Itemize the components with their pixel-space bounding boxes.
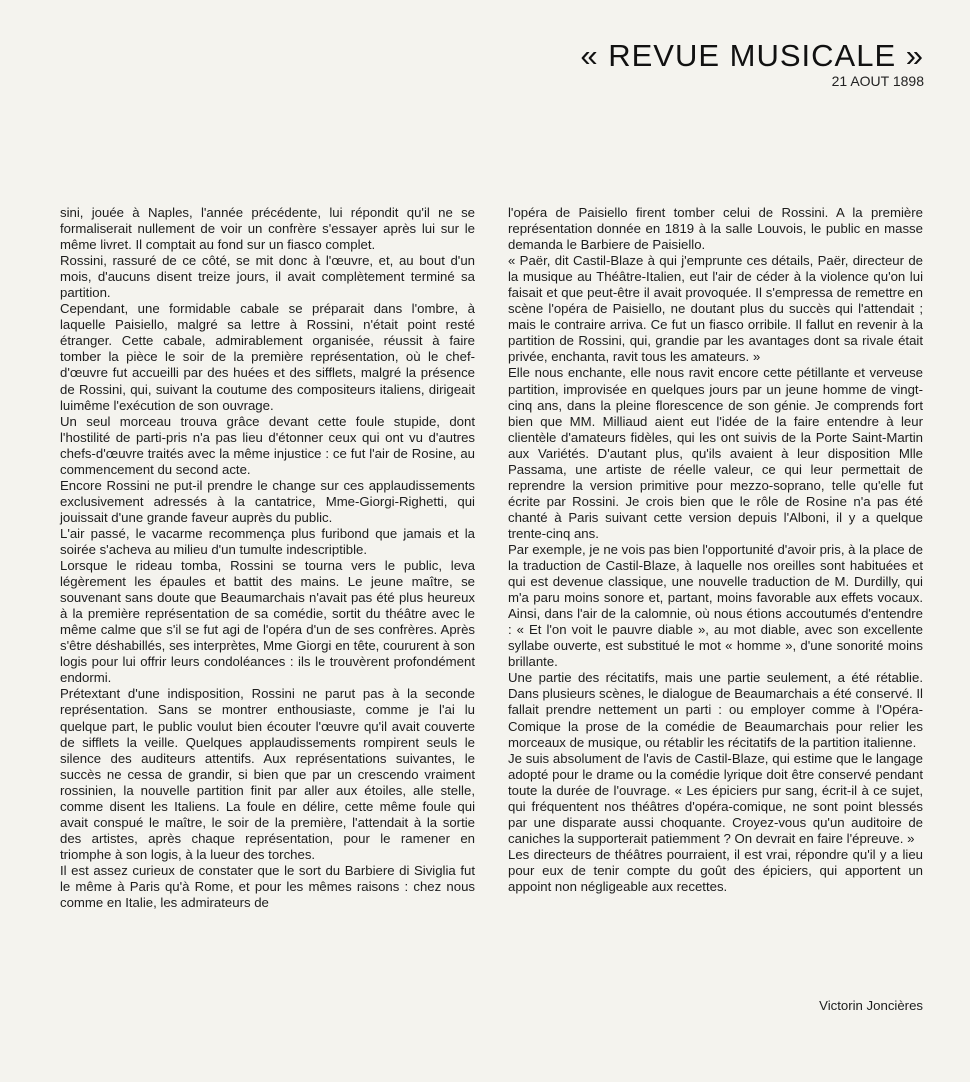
paragraph: Encore Rossini ne put-il prendre le change sur ces applaudissements exclusivement adressés à la cantatrice, Mme-Giorgi-Righetti, qui jouissait d'une grande faveur auprès du public. xyxy=(60,477,475,525)
page-title: « REVUE MUSICALE » xyxy=(580,38,924,73)
paragraph: Cependant, une formidable cabale se préparait dans l'ombre, à laquelle Paisiello, malgré sa lettre à Rossini, n'était point resté étranger. Cette cabale, admirablement organisée, réussit à faire tomber la pièce le soir de la première représentation, où le chef-d'œuvre fut accueilli par des huées et des sifflets, malgré la présence de Rossini, qui, suivant la coutume des compositeurs italiens, dirigeait luimême l'exécution de son ouvrage. xyxy=(60,301,475,413)
paragraph: Rossini, rassuré de ce côté, se mit donc à l'œuvre, et, au bout d'un mois, d'aucuns disent treize jours, il avait complètement terminé sa partition. xyxy=(60,253,475,301)
paragraph: L'air passé, le vacarme recommença plus furibond que jamais et la soirée s'acheva au milieu d'un tumulte indescriptible. xyxy=(60,525,475,557)
paragraph: Lorsque le rideau tomba, Rossini se tourna vers le public, leva légèrement les épaules et battit des mains. Le jeune maître, se souvenant sans doute que Beaumarchais n'avait pas été plus heureux à la première représentation de sa comédie, sortit du théâtre avec le même calme que s'il se fut agi de l'opéra d'un de ses confrères. Après s'être déshabillés, ses interprètes, Mme Giorgi en tête, coururent à son logis pour lui offrir leurs condoléances : ils le trouvèrent profondément endormi. xyxy=(60,558,475,686)
article-header xyxy=(580,38,924,89)
paragraph: Elle nous enchante, elle nous ravit encore cette pétillante et verveuse partition, improvisée en quelques jours par un jeune homme de vingt-cinq ans, dans la pleine florescence de son génie. Je comprends fort bien que MM. Milliaud aient eut l'idée de la faire entendre à leur clientèle d'amateurs fidèles, qui les ont suivis de la Porte Saint-Martin aux Variétés. D'autant plus, qu'ils avaient à leur disposition Mlle Passama, une artiste de réelle valeur, ce qui leur permettait de reprendre la version primitive pour mezzo-soprano, telle qu'elle fut écrite par Rossini. Je crois bien que le rôle de Rosine n'a pas été chanté à Paris suivant cette version depuis l'Alboni, il y a quelque trente-cinq ans. xyxy=(508,365,923,541)
paragraph: sini, jouée à Naples, l'année précédente, lui répondit qu'il ne se formaliserait nullement de voir un confrère s'essayer après lui sur le même livret. Il comptait au fond sur un fiasco complet. xyxy=(60,205,475,253)
paragraph: Prétextant d'une indisposition, Rossini ne parut pas à la seconde représentation. Sans se montrer enthousiaste, comme je l'ai lu quelque part, le public voulut bien écouter l'œuvre qu'il avait couverte de sifflets la veille. Quelques applaudissements rompirent seuls le silence des auditeurs attentifs. Aux représentations suivantes, le succès ne cessa de grandir, si bien que par un crescendo vraiment rossinien, la nouvelle partition finit par aller aux étoiles, alle stelle, comme disent les Italiens. La foule en délire, cette même foule qui avait conspué le maître, le soir de la première, l'attendait à la sortie des artistes, après chaque représentation, pour le ramener en triomphe à son logis, à la lueur des torches. xyxy=(60,686,475,862)
right-column xyxy=(508,205,923,895)
paragraph: « Paër, dit Castil-Blaze à qui j'emprunte ces détails, Paër, directeur de la musique au Théâtre-Italien, eut l'air de céder à la violence qu'on lui faisait et que peut-être il avait provoquée. Il s'empressa de remettre en scène l'opéra de Paisiello, ne doutant plus du succès qui l'attendait ; mais le contraire arriva. Ce fut un fiasco orribile. Il fallut en revenir à la partition de Rossini, qui, grandie par les avantages dont sa rivale était privée, enchanta, ravit tous les amateurs. » xyxy=(508,253,923,365)
paragraph: l'opéra de Paisiello firent tomber celui de Rossini. A la première représentation donnée en 1819 à la salle Louvois, le public en masse demanda le Barbiere de Paisiello. xyxy=(508,205,923,253)
paragraph: Par exemple, je ne vois pas bien l'opportunité d'avoir pris, à la place de la traduction de Castil-Blaze, à laquelle nos oreilles sont habituées et qui est devenue classique, une nouvelle traduction de M. Durdilly, qui m'a paru moins sonore et, partant, moins favorable aux effets vocaux. Ainsi, dans l'air de la calomnie, où nous étions accoutumés d'entendre : « Et l'on voit le pauvre diable », au mot diable, avec son excellente syllabe ouverte, est substitué le mot « homme », d'une sonorité moins brillante. xyxy=(508,541,923,670)
issue-date: 21 AOUT 1898 xyxy=(831,73,924,89)
paragraph: Il est assez curieux de constater que le sort du Barbiere di Siviglia fut le même à Paris qu'à Rome, et pour les mêmes raisons : chez nous comme en Italie, les admirateurs de xyxy=(60,862,475,911)
paragraph: Je suis absolument de l'avis de Castil-Blaze, qui estime que le langage adopté pour le drame ou la comédie lyrique doit être conservé pendant toute la durée de l'ouvrage. « Les épiciers pur sang, écrit-il à ce sujet, qui fréquentent nos théâtres d'opéra-comique, ne sont point blessés par une disparate aussi choquante. Croyez-vous qu'un auditoire de caniches la supporterait patiemment ? On devrait en faire l'épreuve. » xyxy=(508,750,923,846)
paragraph: Les directeurs de théâtres pourraient, il est vrai, répondre qu'il y a lieu pour eux de tenir compte du goût des épiciers, qui apportent un appoint non négligeable aux recettes. xyxy=(508,846,923,894)
author-signature: Victorin Joncières xyxy=(819,998,923,1013)
paragraph: Une partie des récitatifs, mais une partie seulement, a été rétablie. Dans plusieurs scènes, le dialogue de Beaumarchais a été conservé. Il fallait prendre nettement un parti : ou employer comme à l'Opéra-Comique la prose de la comédie de Beaumarchais pour relier les morceaux de musique, ou rétablir les récitatifs de la partition italienne. xyxy=(508,670,923,750)
paragraph: Un seul morceau trouva grâce devant cette foule stupide, dont l'hostilité de parti-pris n'a pas lieu d'étonner ceux qui ont vu d'autres chefs-d'œuvre traités avec la même injustice : ce fut l'air de Rosine, au commencement du second acte. xyxy=(60,413,475,477)
left-column xyxy=(60,205,475,911)
